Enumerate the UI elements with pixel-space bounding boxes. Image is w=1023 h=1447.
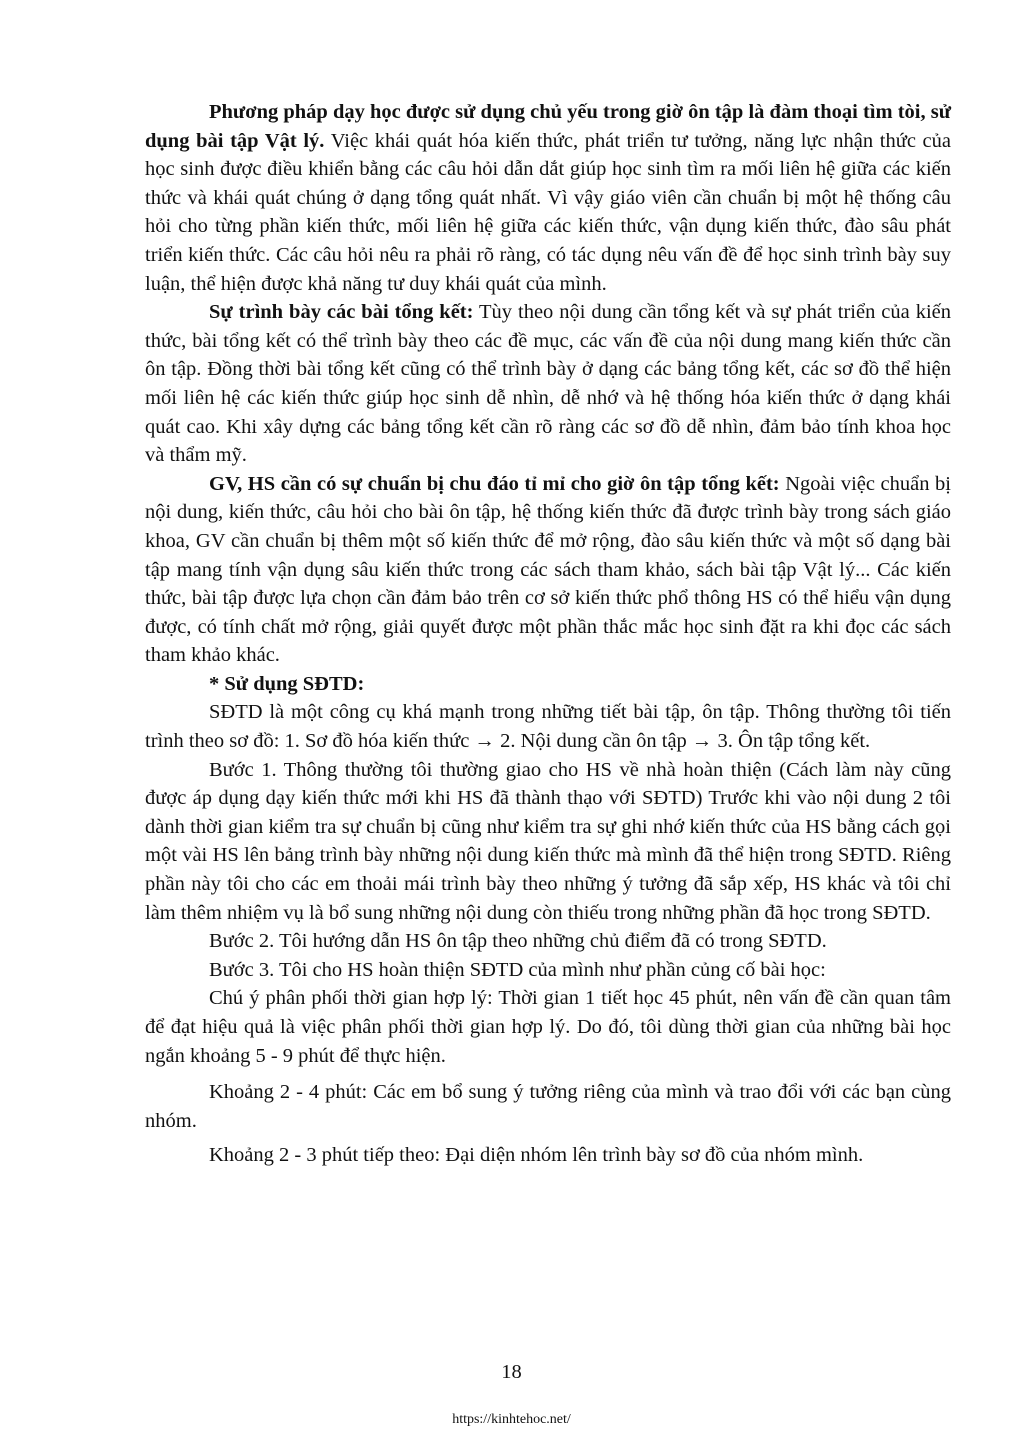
paragraph-time-step-b: Khoảng 2 - 3 phút tiếp theo: Đại diện nhóm lên trình bày sơ đồ của nhóm mình.: [209, 1144, 864, 1167]
document-body: [145, 98, 951, 1170]
paragraph-time-step-a: Khoảng 2 - 4 phút: Các em bổ sung ý tưởng riêng của mình và trao đổi với các bạn cùng nhóm.: [145, 1081, 951, 1132]
bold-lead-preparation: GV, HS cần có sự chuẩn bị chu đáo tỉ mỉ cho giờ ôn tập tổng kết:: [209, 472, 780, 495]
bold-lead-teaching-method: Phương pháp dạy học được sử dụng chủ yếu trong giờ ôn tập là đàm thoại tìm tòi, sử dụng bài tập Vật lý.: [145, 101, 951, 152]
paragraph-time-note: Chú ý phân phối thời gian hợp lý: Thời gian 1 tiết học 45 phút, nên vấn đề cần quan tâm để đạt hiệu quả là việc phân phối thời gian hợp lý. Do đó, tôi dùng thời gian của những bài học ngắn khoảng 5 - 9 phút để thực hiện.: [145, 987, 951, 1067]
paragraph-step-3: Bước 3. Tôi cho HS hoàn thiện SĐTD của mình như phần củng cố bài học:: [209, 958, 826, 981]
bold-lead-summary-presentation: Sự trình bày các bài tổng kết:: [209, 301, 474, 324]
paragraph-summary-presentation-text: Tùy theo nội dung cần tổng kết và sự phát triển của kiến thức, bài tổng kết có thể trình bày theo các đề mục, các vấn đề của nội dung mang kiến thức cần ôn tập. Đồng thời bài tổng kết cũng có thể trình bày ở dạng các bảng tổng kết, các sơ đồ thể hiện mối liên hệ các kiến thức giúp học sinh dễ nhìn, dễ nhớ và hệ thống hóa kiến thức ở dạng khái quát cao. Khi xây dựng các bảng tổng kết cần rõ ràng các sơ đồ dễ nhìn, đảm bảo tính khoa học và thẩm mỹ.: [145, 301, 952, 467]
paragraph-preparation: [145, 470, 951, 670]
paragraph-step-1: Bước 1. Thông thường tôi thường giao cho HS về nhà hoàn thiện (Cách làm này cũng được áp dụng dạy kiến thức mới khi HS đã thành thạo với SĐTD) Trước khi vào nội dung 2 tôi dành thời gian kiểm tra sự chuẩn bị cũng như kiểm tra sự ghi nhớ kiến thức của HS bằng cách gọi một vài HS lên bảng trình bày những nội dung kiến thức mà mình đã thể hiện trong SĐTD. Riêng phần này tôi cho các em thoải mái trình bày theo những ý tưởng đã sắp xếp, HS khác và tôi chỉ làm thêm nhiệm vụ là bổ sung những nội dung còn thiếu trong những phần đã học trong SĐTD.: [145, 758, 951, 924]
paragraph-summary-presentation: [145, 298, 951, 470]
paragraph-step-2: Bước 2. Tôi hướng dẫn HS ôn tập theo những chủ điểm đã có trong SĐTD.: [209, 930, 827, 953]
footer-url: https://kinhtehoc.net/: [452, 1412, 571, 1427]
paragraph-teaching-method-text: Việc khái quát hóa kiến thức, phát triển tư tưởng, năng lực nhận thức của học sinh được điều khiển bằng các câu hỏi dẫn dắt giúp học sinh tìm ra mối liên hệ giữa các kiến thức và khái quát chúng ở dạng tổng quát nhất. Vì vậy giáo viên cần chuẩn bị một hệ thống câu hỏi cho từng phần kiến thức, mối liên hệ giữa các kiến thức, vận dụng kiến thức, đào sâu phát triển kiến thức. Các câu hỏi nêu ra phải rõ ràng, có tác dụng nêu vấn đề để học sinh trình bày suy luận, thể hiện được khả năng tư duy khái quát của mình.: [145, 129, 951, 295]
paragraph-preparation-text: Ngoài việc chuẩn bị nội dung, kiến thức, câu hỏi cho bài ôn tập, hệ thống kiến thức đã được trình bày trong sách giáo khoa, GV cần chuẩn bị thêm một số kiến thức để mở rộng, đào sâu kiến thức và một số dạng bài tập mang tính vận dụng sâu kiến thức trong các sách tham khảo, sách bài tập Vật lý... Các kiến thức, bài tập được lựa chọn cần đảm bảo trên cơ sở kiến thức phổ thông HS có thể hiểu vận dụng được, có tính chất mở rộng, giải quyết được một phần thắc mắc học sinh đặt ra khi đọc các sách tham khảo khác.: [145, 472, 951, 667]
paragraph-teaching-method: [145, 98, 951, 298]
section-heading-sdtd: * Sử dụng SĐTD:: [209, 672, 365, 695]
paragraph-sdtd-intro: SĐTD là một công cụ khá mạnh trong những tiết bài tập, ôn tập. Thông thường tôi tiến trình theo sơ đồ: 1. Sơ đồ hóa kiến thức → 2. Nội dung cần ôn tập → 3. Ôn tập tổng kết.: [145, 701, 951, 753]
page-number: 18: [501, 1361, 522, 1383]
